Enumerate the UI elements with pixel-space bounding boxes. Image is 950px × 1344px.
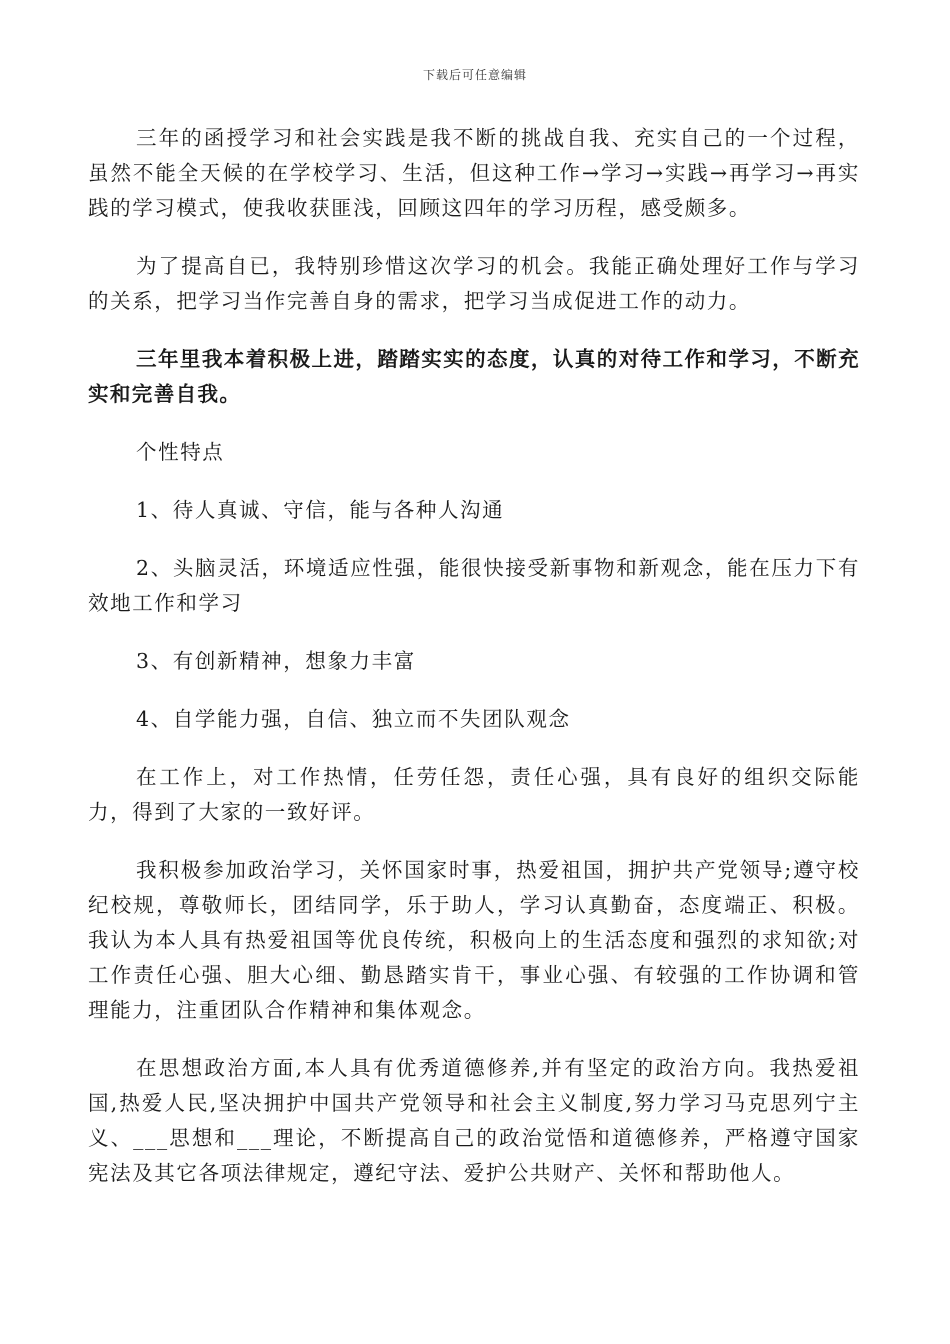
- paragraph-study-process: 三年的函授学习和社会实践是我不断的挑战自我、充实自己的一个过程，虽然不能全天候的在学校学习、生活，但这种工作→学习→实践→再学习→再实践的学习模式，使我收获匪浅，回顾这四年的学习历程，感受颇多。: [88, 126, 860, 220]
- list-item-trait-3: 3、有创新精神，想象力丰富: [136, 649, 416, 673]
- paragraph-attitude-bold: 三年里我本着积极上进，踏踏实实的态度，认真的对待工作和学习，不断充实和完善自我。: [88, 347, 860, 406]
- list-item-trait-1: 1、待人真诚、守信，能与各种人沟通: [136, 498, 505, 522]
- list-item-trait-2: 2、头脑灵活，环境适应性强，能很快接受新事物和新观念，能在压力下有效地工作和学习: [88, 556, 860, 615]
- page-header: 下载后可任意编辑: [422, 68, 527, 82]
- paragraph-political-study: 我积极参加政治学习，关怀国家时事，热爱祖国，拥护共产党领导;遵守校纪校规，尊敬师长，团结同学，乐于助人，学习认真勤奋，态度端正、积极。我认为本人具有热爱祖国等优良传统，积极向上的生活态度和强烈的求知欲;对工作责任心强、胆大心细、勤恳踏实肯干，事业心强、有较强的工作协调和管理能力，注重团队合作精神和集体观念。: [88, 858, 860, 1022]
- section-heading-personality: 个性特点: [136, 440, 225, 464]
- paragraph-work: 在工作上，对工作热情，任劳任怨，责任心强，具有良好的组织交际能力，得到了大家的一致好评。: [88, 765, 860, 824]
- paragraph-ideology: 在思想政治方面,本人具有优秀道德修养,并有坚定的政治方向。我热爱祖国,热爱人民,坚决拥护中国共产党领导和社会主义制度,努力学习马克思列宁主义、___思想和___理论，不断提高自己的政治觉悟和道德修养，严格遵守国家宪法及其它各项法律规定，遵纪守法、爱护公共财产、关怀和帮助他人。: [88, 1056, 860, 1185]
- list-item-trait-4: 4、自学能力强，自信、独立而不失团队观念: [136, 707, 571, 731]
- document-body: [88, 121, 860, 1191]
- paragraph-study-opportunity: 为了提高自已，我特别珍惜这次学习的机会。我能正确处理好工作与学习的关系，把学习当作完善自身的需求，把学习当成促进工作的动力。: [88, 254, 860, 313]
